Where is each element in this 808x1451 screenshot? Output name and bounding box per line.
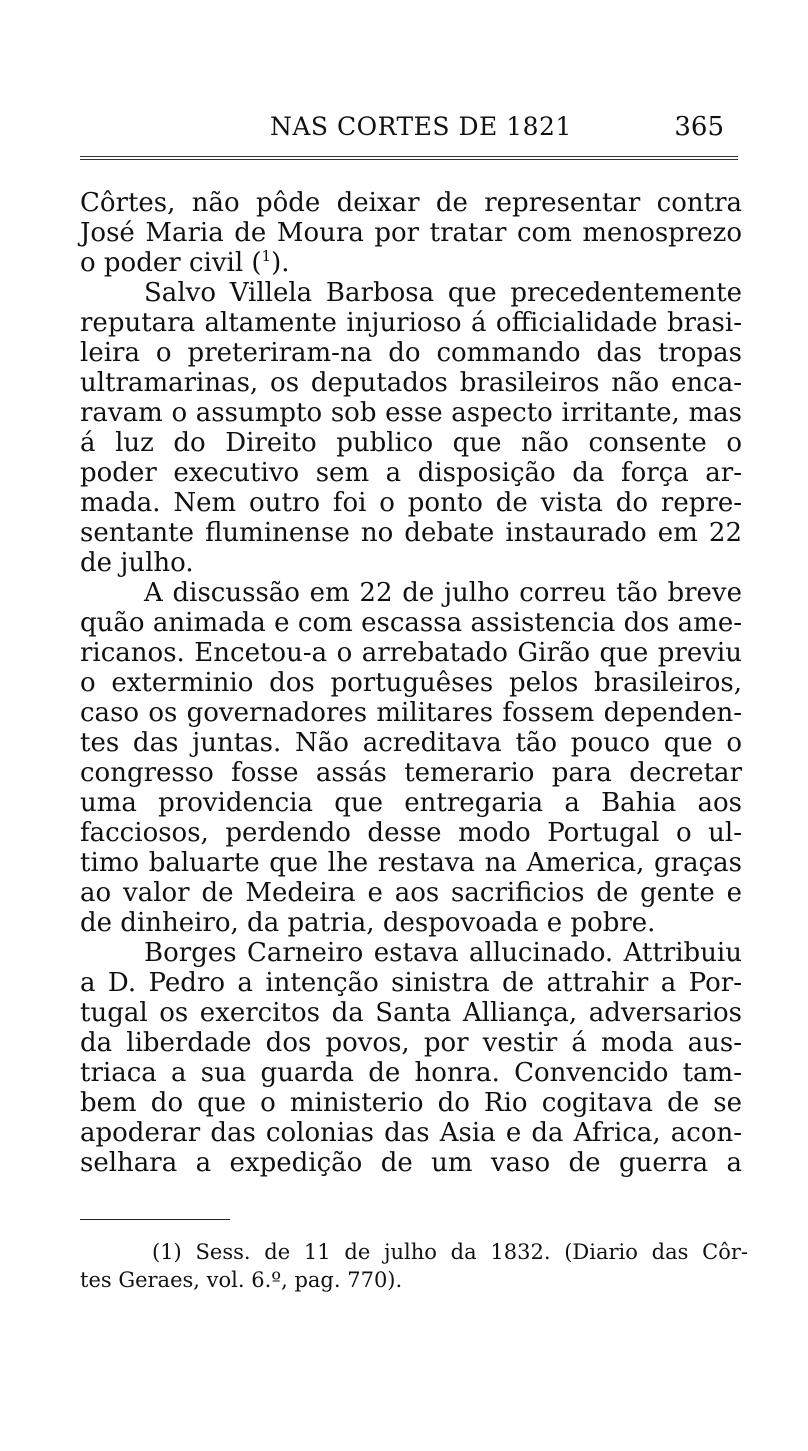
text-line: timo baluarte que lhe restava na America, graças [80,848,742,878]
footnote-reference: 1 [261,247,272,265]
footnote-line [80,1238,748,1266]
header-rule [80,156,738,160]
text-line: da liberdade dos povos, por vestir á moda aus- [80,1028,742,1058]
text-line: José Maria de Moura por tratar com menosprezo [80,218,742,248]
text-line: o exterminio dos portuguêses pelos brasileiros, [80,668,742,698]
footnote-line: tes Geraes, vol. 6.º, pag. 770). [80,1268,403,1292]
page-number: 365 [674,112,724,142]
text-line: Borges Carneiro estava allucinado. Attribuiu [144,938,742,968]
text-line: selhara a expedição de um vaso de guerra a [80,1148,742,1178]
text-line: sentante fluminense no debate instaurado em 22 [80,518,742,548]
text-line: facciosos, perdendo desse modo Portugal o ul- [80,818,742,848]
text-line: triaca a sua guarda de honra. Convencido tam- [80,1058,742,1088]
text-fragment: o poder civil ( [80,248,262,278]
text-line: ravam o assumpto sob esse aspecto irritante, mas [80,398,742,428]
text-fragment: ). [271,248,290,278]
text-line [80,248,742,278]
text-line: de julho. [80,548,194,578]
text-line: congresso fosse assás temerario para decretar [80,758,742,788]
footnotes [80,1238,748,1294]
text-line: de dinheiro, da patria, despovoada e pobre. [80,908,656,938]
footnote-marker: (1) [152,1240,182,1264]
text-line: á luz do Direito publico que não consente o [80,428,742,458]
footnote-rule [80,1219,230,1220]
text-line: tes das juntas. Não acreditava tão pouco que o [80,728,742,758]
text-line: A discussão em 22 de julho correu tão breve [144,578,742,608]
text-line: ultramarinas, os deputados brasileiros não enca- [80,368,742,398]
text-line: mada. Nem outro foi o ponto de vista do repre- [80,488,742,518]
running-title: NAS CORTES DE 1821 [270,112,572,141]
text-line: bem do que o ministerio do Rio cogitava de se [80,1088,742,1118]
page-header [80,112,738,148]
body-text [80,188,742,1178]
footnote-text: Sess. de 11 de julho da 1832. (Diario das Côr- [195,1240,748,1264]
text-line: poder executivo sem a disposição da força ar- [80,458,742,488]
text-line: Salvo Villela Barbosa que precedentemente [144,278,742,308]
text-line: Côrtes, não pôde deixar de representar contra [80,188,742,218]
text-line: caso os governadores militares fossem dependen- [80,698,742,728]
text-line: tugal os exercitos da Santa Alliança, adversarios [80,998,742,1028]
text-line: quão animada e com escassa assistencia dos ame- [80,608,742,638]
text-line: reputara altamente injurioso á officialidade brasi- [80,308,742,338]
text-line: ao valor de Medeira e aos sacrificios de gente e [80,878,742,908]
text-line: a D. Pedro a intenção sinistra de attrahir a Por- [80,968,742,998]
text-line: leira o preteriram-na do commando das tropas [80,338,742,368]
text-line: apoderar das colonias das Asia e da Africa, acon- [80,1118,742,1148]
text-line: uma providencia que entregaria a Bahia aos [80,788,742,818]
text-line: ricanos. Encetou-a o arrebatado Girão que previu [80,638,742,668]
